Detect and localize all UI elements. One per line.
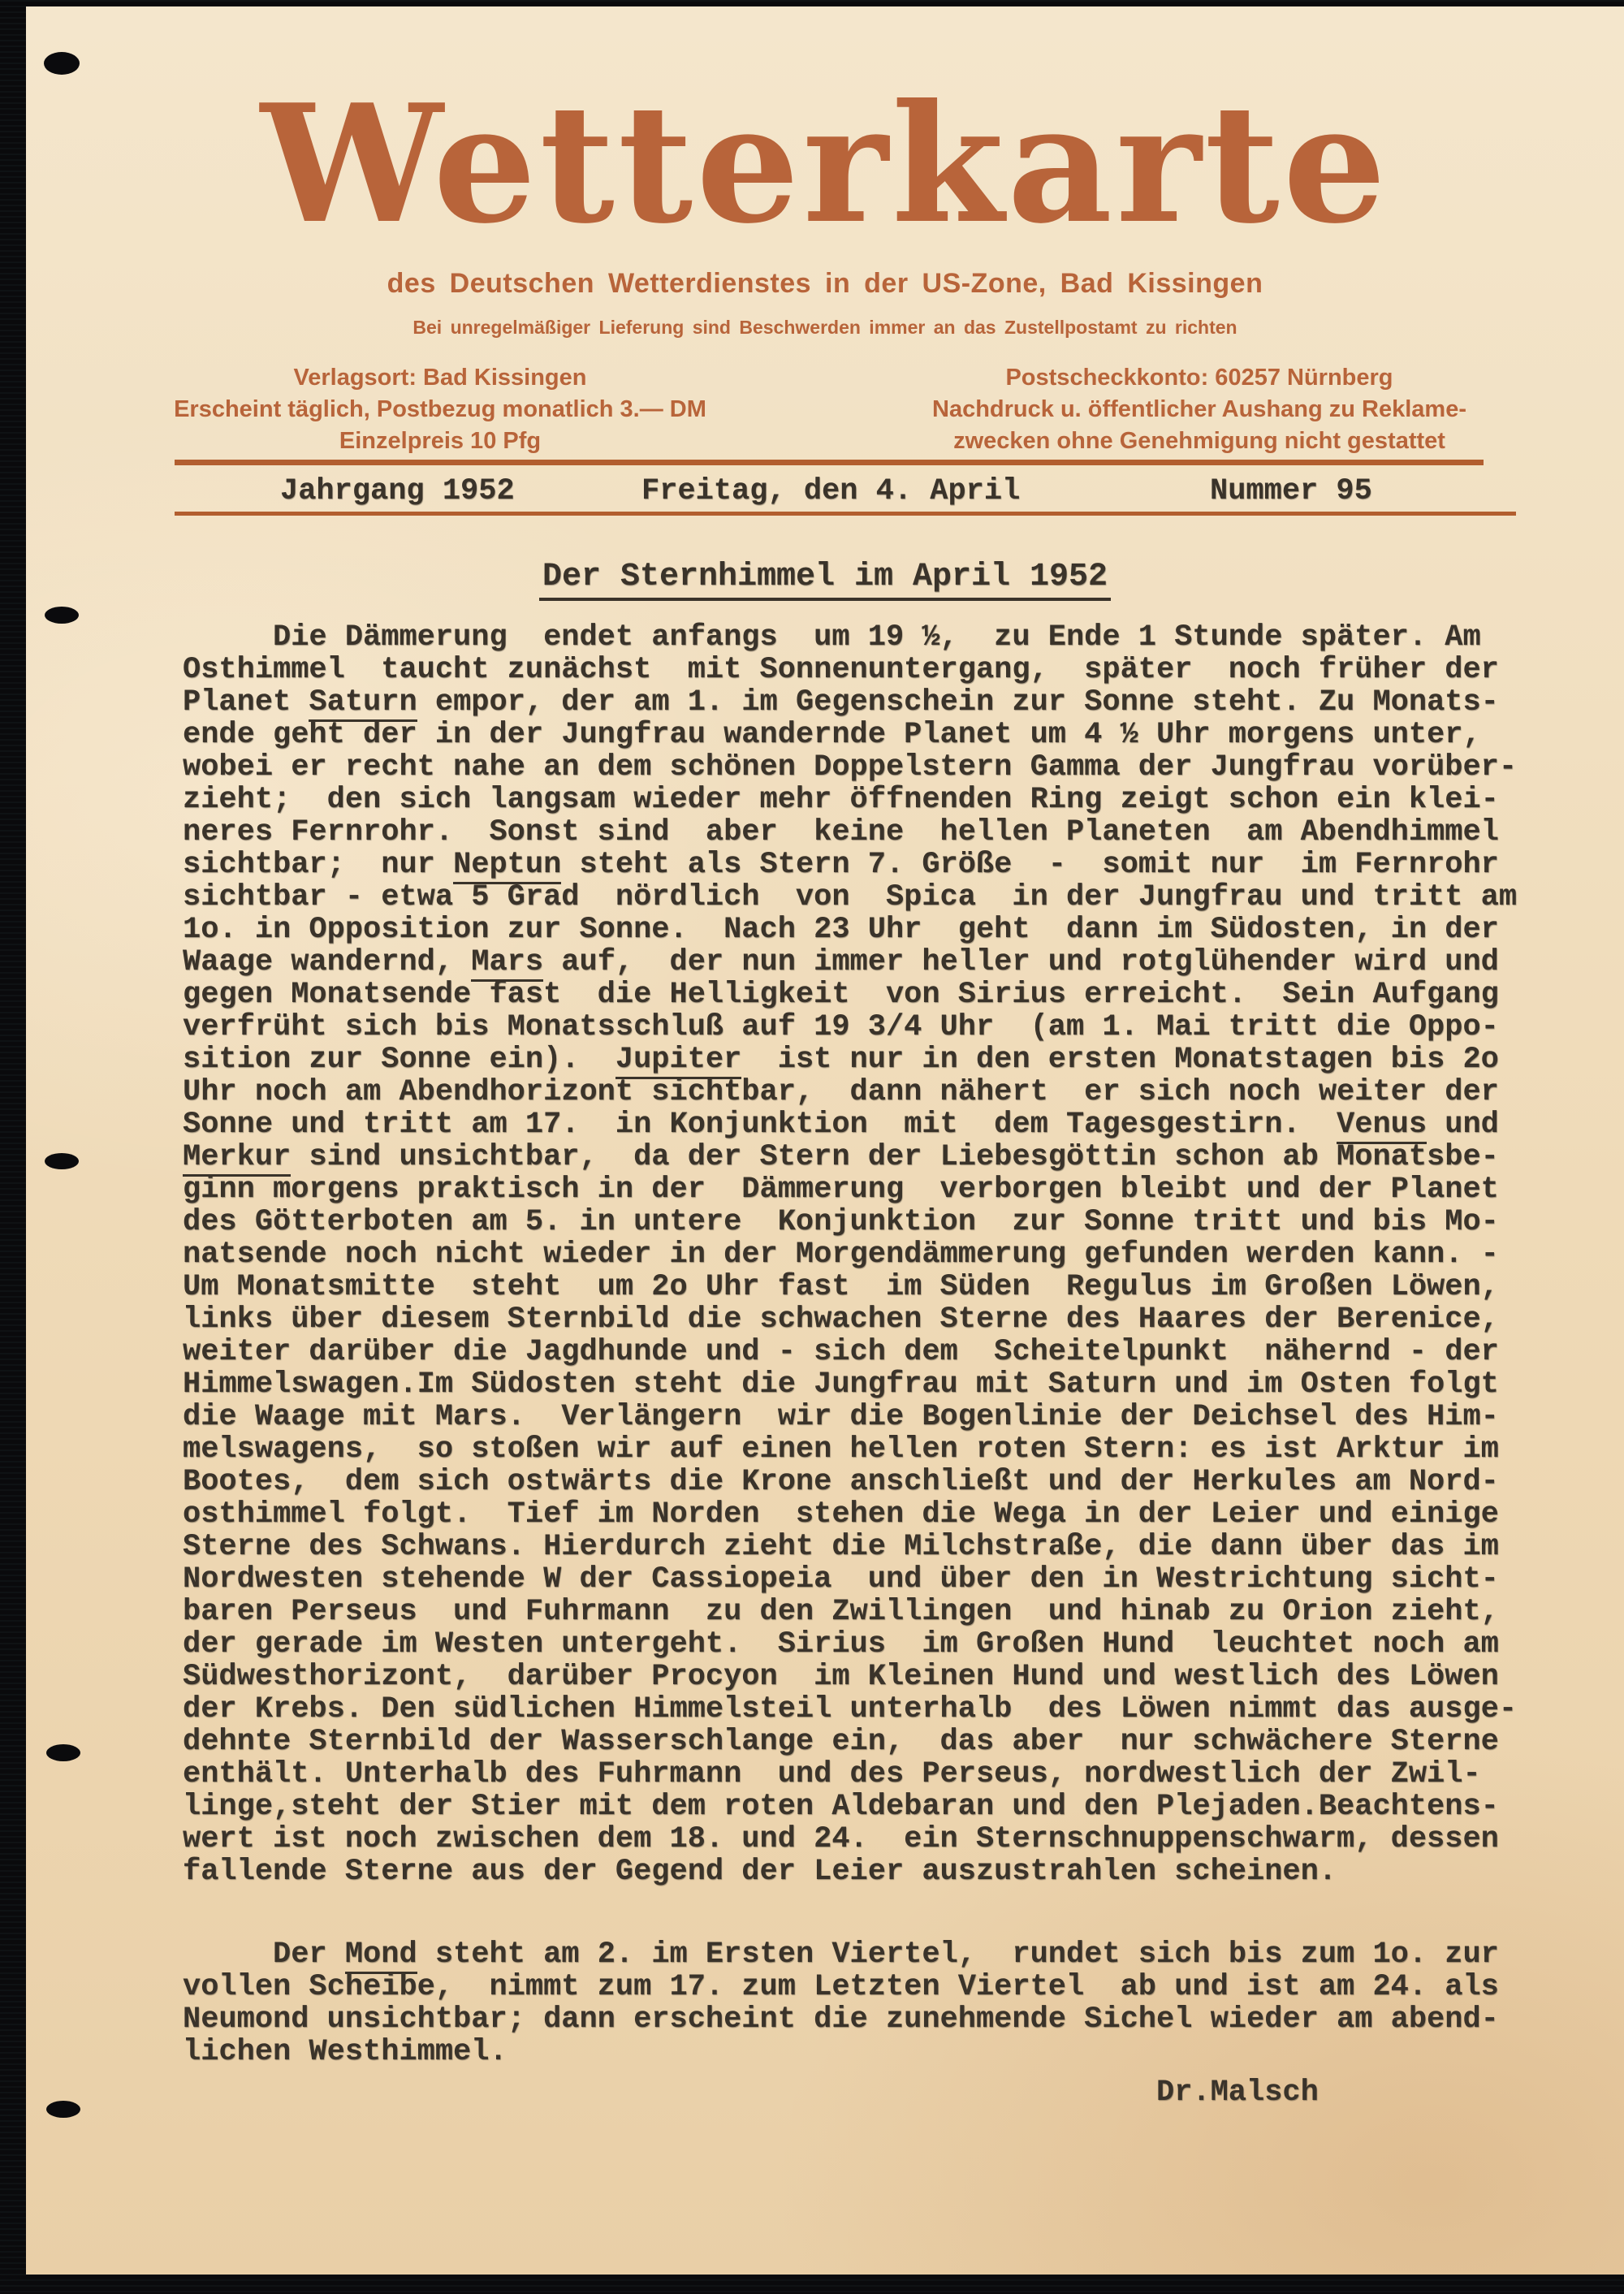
postal-info-line: Postscheckkonto: 60257 Nürnberg xyxy=(1005,365,1393,391)
body-line: Uhr noch am Abendhorizont sichtbar, dann nähert er sich noch weiter der xyxy=(183,1075,1499,1109)
dateline xyxy=(26,474,1624,508)
body-line: Planet Saturn empor, der am 1. im Gegenschein zur Sonne steht. Zu Monats- xyxy=(183,686,1517,719)
body-line: sichtbar - etwa 5 Grad nördlich von Spica in der Jungfrau und tritt am xyxy=(183,880,1518,914)
body-line: Nordwesten stehende W der Cassiopeia und über den in Westrichtung sicht- xyxy=(183,1562,1499,1596)
body-line: enthält. Unterhalb des Fuhrmann und des Perseus, nordwestlich der Zwil- xyxy=(183,1757,1481,1791)
body-line: vollen Scheibe, nimmt zum 17. zum Letzten Viertel ab und ist am 24. als xyxy=(183,1970,1499,2004)
dateline-issue-number: Nummer 95 xyxy=(1210,474,1372,508)
body-line: natsende noch nicht wieder in der Morgendämmerung gefunden werden kann. - xyxy=(183,1238,1499,1272)
punch-hole xyxy=(45,607,79,624)
body-line: Himmelswagen.Im Südosten steht die Jungfrau mit Saturn und im Osten folgt xyxy=(183,1367,1499,1402)
body-line: sichtbar; nur Neptun steht als Stern 7. Größe - somit nur im Fernrohr xyxy=(183,849,1517,881)
body-line: Südwesthorizont, darüber Procyon im Kleinen Hund und westlich des Löwen xyxy=(183,1660,1499,1694)
postal-info-line: Nachdruck u. öffentlicher Aushang zu Reklame- xyxy=(932,396,1466,422)
body-line: dehnte Sternbild der Wasserschlange ein, das aber nur schwächere Sterne xyxy=(183,1725,1499,1759)
body-line: der gerade im Westen untergeht. Sirius im Großen Hund leuchtet noch am xyxy=(183,1627,1499,1661)
body-line: neres Fernrohr. Sonst sind aber keine hellen Planeten am Abendhimmel xyxy=(183,815,1499,849)
body-line: Sonne und tritt am 17. in Konjunktion mit dem Tagesgestirn. Venus und xyxy=(183,1108,1517,1141)
punch-hole xyxy=(46,1744,80,1761)
masthead-title: Wetterkarte xyxy=(260,69,1390,260)
body-line: wobei er recht nahe an dem schönen Doppelstern Gamma der Jungfrau vorüber- xyxy=(183,750,1518,784)
body-line: sition zur Sonne ein). Jupiter ist nur in den ersten Monatstagen bis 2o xyxy=(183,1043,1517,1076)
body-line: Sterne des Schwans. Hierdurch zieht die Milchstraße, die dann über das im xyxy=(183,1530,1499,1564)
postal-info-line: zwecken ohne Genehmigung nicht gestattet xyxy=(953,428,1445,454)
body-line: melswagens, so stoßen wir auf einen hellen roten Stern: es ist Arktur im xyxy=(183,1432,1499,1467)
paper-page xyxy=(26,6,1624,2275)
article-heading xyxy=(26,559,1624,595)
body-line: Waage wandernd, Mars auf, der nun immer heller und rotglühender wird und xyxy=(183,946,1517,979)
body-line: der Krebs. Den südlichen Himmelsteil unterhalb des Löwen nimmt das ausge- xyxy=(183,1692,1518,1726)
body-line: gegen Monatsende fast die Helligkeit von Sirius erreicht. Sein Aufgang xyxy=(183,978,1499,1012)
body-line: zieht; den sich langsam wieder mehr öffnenden Ring zeigt schon ein klei- xyxy=(183,783,1499,817)
publisher-info-line: Verlagsort: Bad Kissingen xyxy=(293,365,587,391)
dateline-date: Freitag, den 4. April xyxy=(641,474,1021,508)
author-signature: Dr.Malsch xyxy=(1155,2076,1319,2110)
body-line: die Waage mit Mars. Verlängern wir die Bogenlinie der Deichsel des Him- xyxy=(183,1400,1499,1434)
masthead-subtitle: des Deutschen Wetterdienstes in der US-Zone, Bad Kissingen xyxy=(387,268,1263,299)
body-line: links über diesem Sternbild die schwachen Sterne des Haares der Berenice, xyxy=(183,1303,1499,1337)
publisher-info-line: Erscheint täglich, Postbezug monatlich 3.— DM xyxy=(174,396,706,422)
body-line: linge,steht der Stier mit dem roten Aldebaran und den Plejaden.Beachtens- xyxy=(183,1790,1499,1824)
body-line: baren Perseus und Fuhrmann zu den Zwillingen und hinab zu Orion zieht, xyxy=(183,1595,1499,1629)
delivery-notice: Bei unregelmäßiger Lieferung sind Beschwerden immer an das Zustellpostamt zu richten xyxy=(412,317,1237,338)
body-line: lichen Westhimmel. xyxy=(183,2035,508,2069)
body-line: osthimmel folgt. Tief im Norden stehen die Wega in der Leier und einige xyxy=(183,1497,1499,1531)
divider-rule-top xyxy=(175,460,1484,465)
punch-hole xyxy=(44,52,80,75)
body-line: Bootes, dem sich ostwärts die Krone anschließt und der Herkules am Nord- xyxy=(183,1465,1499,1499)
postal-info xyxy=(814,362,1585,457)
body-line: weiter darüber die Jagdhunde und - sich dem Scheitelpunkt nähernd - der xyxy=(183,1335,1499,1369)
paragraph xyxy=(183,621,1517,1888)
body-line: ende geht der in der Jungfrau wandernde Planet um 4 ½ Uhr morgens unter, xyxy=(183,718,1481,752)
divider-rule-bottom xyxy=(175,512,1516,516)
body-line: des Götterboten am 5. in untere Konjunktion zur Sonne tritt und bis Mo- xyxy=(183,1205,1499,1239)
publisher-info-line: Einzelpreis 10 Pfg xyxy=(339,428,542,454)
punch-hole xyxy=(46,2101,80,2118)
paragraph xyxy=(183,1938,1517,2068)
body-line: Merkur sind unsichtbar, da der Stern der Liebesgöttin schon ab Monatsbe- xyxy=(183,1141,1517,1173)
body-line: 1o. in Opposition zur Sonne. Nach 23 Uhr geht dann im Südosten, in der xyxy=(183,913,1499,947)
body-line: fallende Sterne aus der Gegend der Leier auszustrahlen scheinen. xyxy=(183,1855,1337,1889)
body-line: Um Monatsmitte steht um 2o Uhr fast im Süden Regulus im Großen Löwen, xyxy=(183,1270,1499,1304)
body-line: ginn morgens praktisch in der Dämmerung verborgen bleibt und der Planet xyxy=(183,1173,1499,1207)
body-line: Der Mond steht am 2. im Ersten Viertel, rundet sich bis zum 1o. zur xyxy=(183,1938,1517,1971)
body-line: Die Dämmerung endet anfangs um 19 ½, zu Ende 1 Stunde später. Am xyxy=(183,620,1481,655)
article-body xyxy=(183,621,1517,2109)
body-line: Osthimmel taucht zunächst mit Sonnenuntergang, später noch früher der xyxy=(183,653,1499,687)
article-heading-text: Der Sternhimmel im April 1952 xyxy=(539,559,1111,601)
body-line: Neumond unsichtbar; dann erscheint die zunehmende Sichel wieder am abend- xyxy=(183,2002,1499,2037)
punch-hole xyxy=(45,1153,79,1169)
body-line: verfrüht sich bis Monatsschluß auf 19 3/4 Uhr (am 1. Mai tritt die Oppo- xyxy=(183,1010,1499,1044)
body-line: wert ist noch zwischen dem 18. und 24. ein Sternschnuppenschwarm, dessen xyxy=(183,1822,1499,1856)
dateline-volume: Jahrgang 1952 xyxy=(280,474,515,508)
publisher-info xyxy=(115,362,765,457)
